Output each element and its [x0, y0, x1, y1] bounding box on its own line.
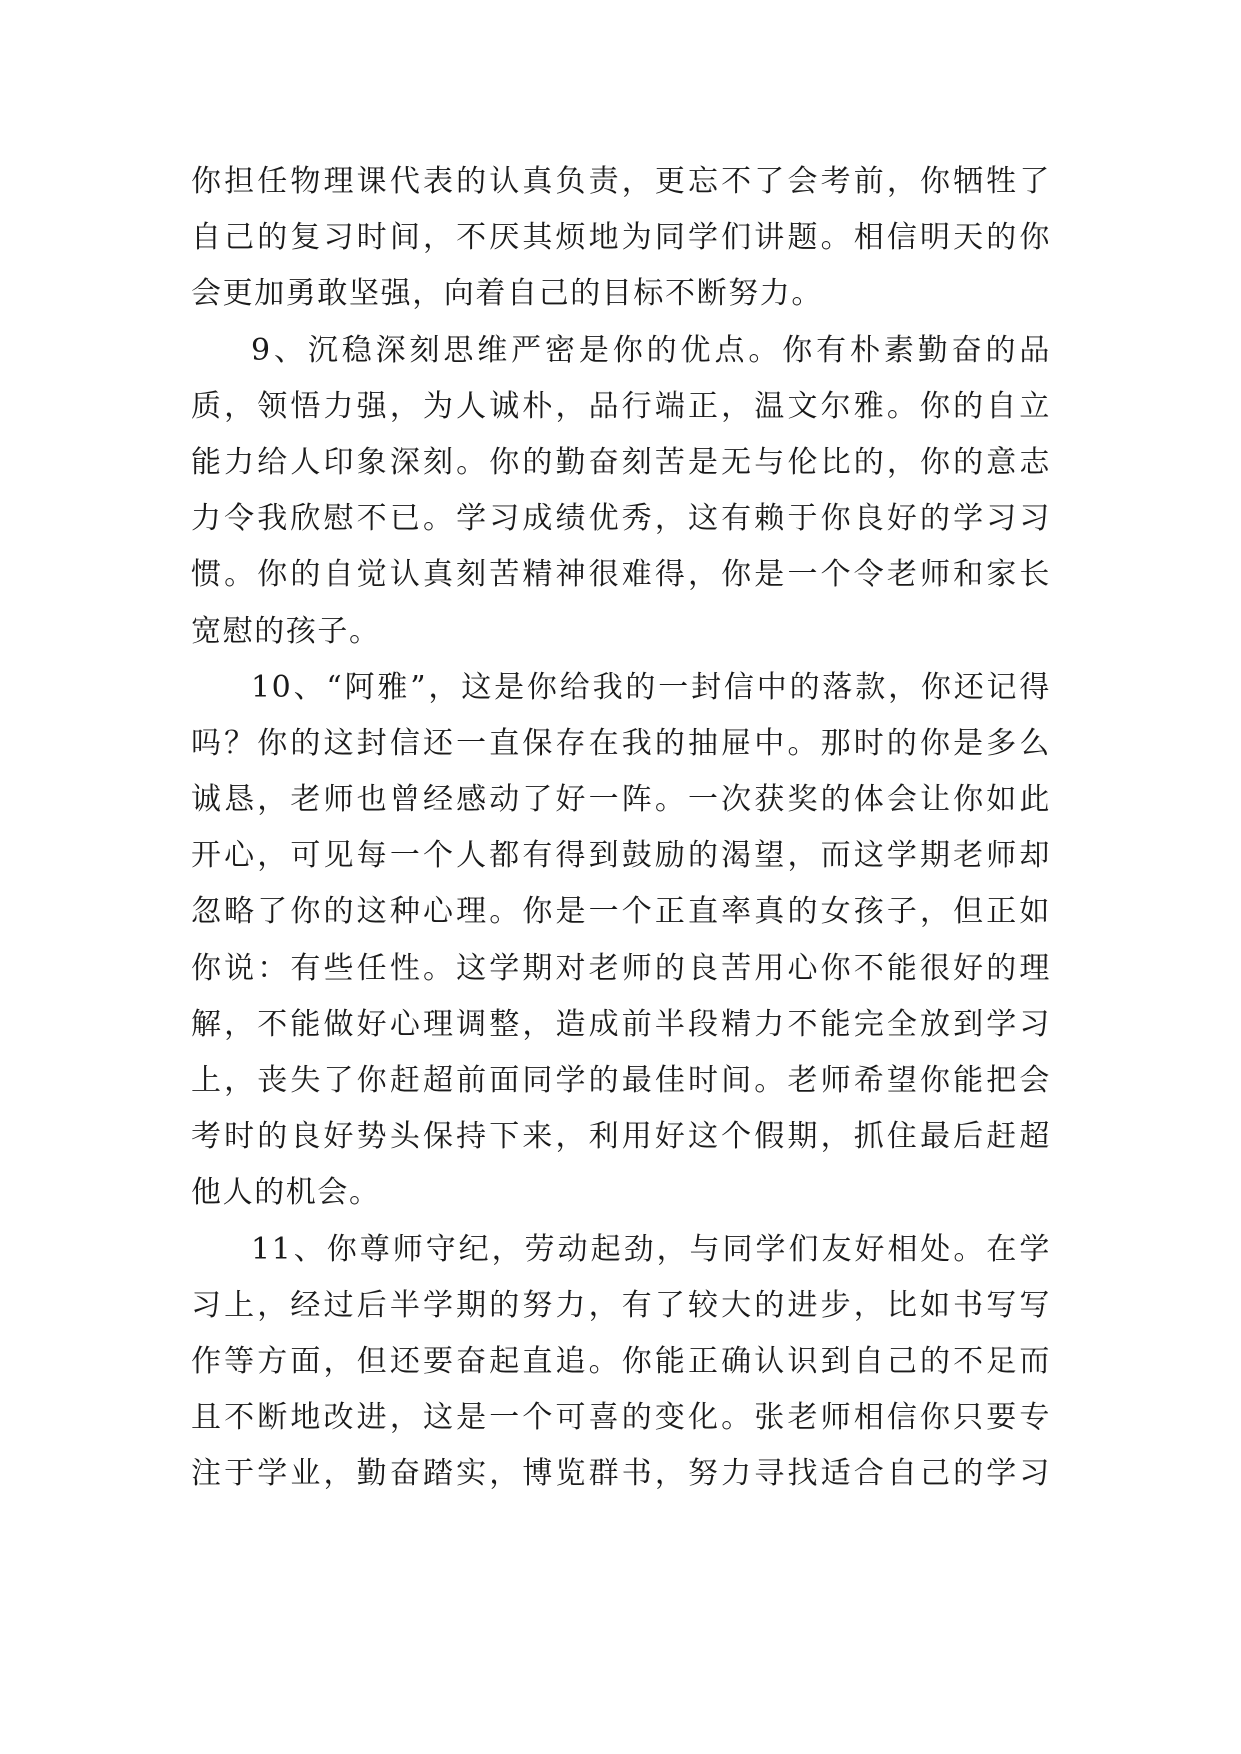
body-line: 考时的良好势头保持下来，利用好这个假期，抓住最后赶超 — [191, 1119, 1051, 1155]
body-line: 吗？你的这封信还一直保存在我的抽屉中。那时的你是多么 — [191, 725, 1051, 761]
body-line: 且不断地改进，这是一个可喜的变化。张老师相信你只要专 — [191, 1400, 1051, 1436]
body-line: 注于学业，勤奋踏实，博览群书，努力寻找适合自己的学习 — [191, 1456, 1051, 1492]
body-line: 诚恳，老师也曾经感动了好一阵。一次获奖的体会让你如此 — [191, 782, 1051, 818]
body-line: 你说：有些任性。这学期对老师的良苦用心你不能很好的理 — [191, 950, 1051, 986]
body-line: 力令我欣慰不已。学习成绩优秀，这有赖于你良好的学习习 — [191, 501, 1051, 537]
paragraph-first-line: 11、你尊师守纪，劳动起劲，与同学们友好相处。在学 — [251, 1231, 1051, 1267]
body-line: 解，不能做好心理调整，造成前半段精力不能完全放到学习 — [191, 1006, 1051, 1042]
document-body — [191, 154, 1051, 1503]
body-line: 你担任物理课代表的认真负责，更忘不了会考前，你牺牲了 — [191, 164, 1051, 199]
body-line: 质，领悟力强，为人诚朴，品行端正，温文尔雅。你的自立 — [191, 388, 1051, 424]
body-line: 会更加勇敢坚强，向着自己的目标不断努力。 — [191, 276, 823, 312]
paragraph-first-line: 10、“阿雅”，这是你给我的一封信中的落款，你还记得 — [251, 669, 1051, 705]
body-line: 宽慰的孩子。 — [191, 613, 381, 649]
body-line: 习上，经过后半学期的努力，有了较大的进步，比如书写写 — [191, 1287, 1051, 1323]
body-line: 忽略了你的这种心理。你是一个正直率真的女孩子，但正如 — [191, 894, 1051, 930]
body-line: 上，丧失了你赶超前面同学的最佳时间。老师希望你能把会 — [191, 1063, 1051, 1098]
body-line: 他人的机会。 — [191, 1175, 381, 1211]
body-line: 惯。你的自觉认真刻苦精神很难得，你是一个令老师和家长 — [191, 557, 1051, 593]
body-line: 作等方面，但还要奋起直追。你能正确认识到自己的不足而 — [191, 1343, 1051, 1379]
body-line: 能力给人印象深刻。你的勤奋刻苦是无与伦比的，你的意志 — [191, 444, 1051, 480]
body-line: 自己的复习时间，不厌其烦地为同学们讲题。相信明天的你 — [191, 220, 1051, 256]
paragraph-first-line: 9、沉稳深刻思维严密是你的优点。你有朴素勤奋的品 — [251, 332, 1051, 368]
body-line: 开心，可见每一个人都有得到鼓励的渴望，而这学期老师却 — [191, 838, 1051, 874]
